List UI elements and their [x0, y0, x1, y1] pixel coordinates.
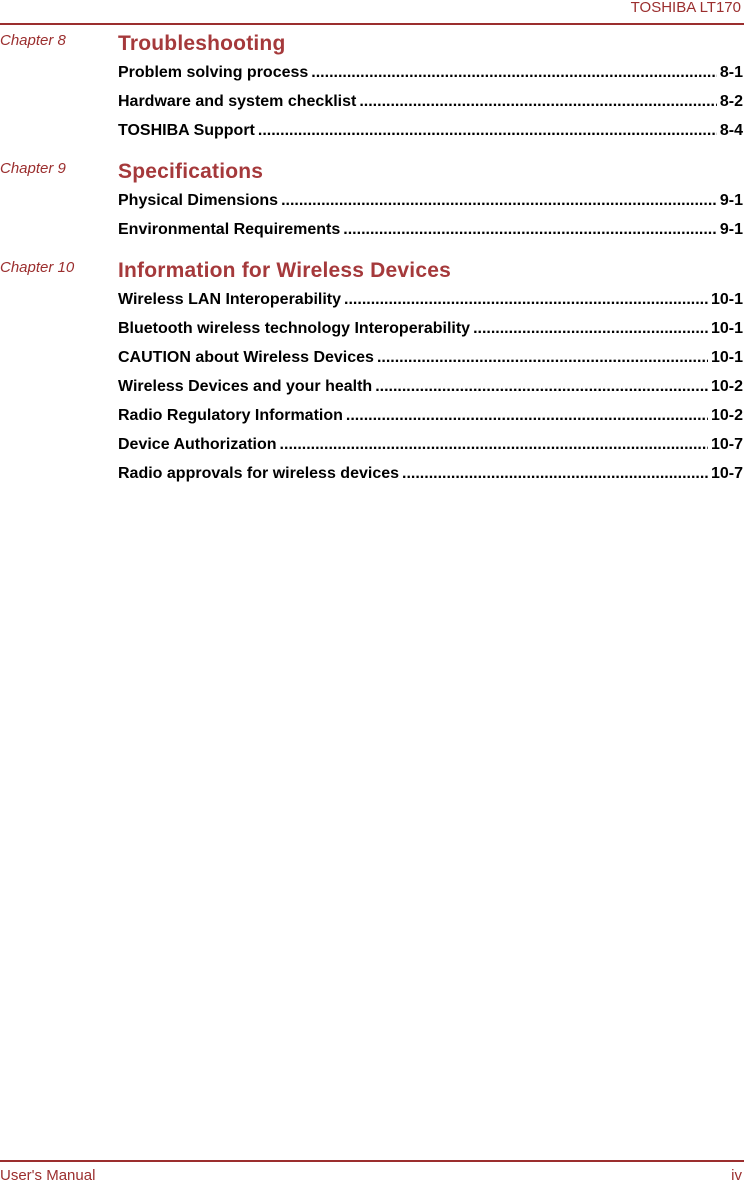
toc-entry[interactable]	[118, 122, 743, 151]
toc-entry-page: 9-1	[719, 221, 743, 238]
toc-entry-title: TOSHIBA Support	[118, 122, 255, 139]
toc-entry-page: 10-2	[710, 378, 743, 395]
toc-entry-title: Environmental Requirements	[118, 221, 341, 238]
toc-entry-title: Device Authorization	[118, 436, 277, 453]
toc-entry-title: Radio Regulatory Information	[118, 407, 343, 424]
chapter-title[interactable]: Information for Wireless Devices	[118, 259, 451, 282]
chapter-title[interactable]: Troubleshooting	[118, 32, 286, 55]
leader-dots	[402, 465, 708, 483]
leader-dots	[359, 93, 717, 111]
footer-page-number: iv	[731, 1167, 742, 1184]
leader-dots	[346, 407, 708, 425]
toc-entry-title: Hardware and system checklist	[118, 93, 357, 110]
toc-entries	[118, 64, 743, 151]
toc-entry-title: Radio approvals for wireless devices	[118, 465, 400, 482]
toc-entry[interactable]	[118, 320, 743, 349]
toc-entry-page: 9-1	[719, 192, 743, 209]
toc-entry[interactable]	[118, 436, 743, 465]
toc-entry-page: 10-1	[710, 320, 743, 337]
toc-entry[interactable]	[118, 221, 743, 250]
toc-entries	[118, 291, 743, 494]
chapter-label: Chapter 10	[0, 259, 75, 276]
toc-entry[interactable]	[118, 291, 743, 320]
header-rule	[0, 23, 744, 25]
chapter-label: Chapter 8	[0, 32, 66, 49]
chapter-title[interactable]: Specifications	[118, 160, 264, 183]
toc-entry-title: Physical Dimensions	[118, 192, 279, 209]
toc-entry-page: 10-7	[710, 436, 743, 453]
toc-entry-page: 10-1	[710, 349, 743, 366]
chapter-label: Chapter 9	[0, 160, 66, 177]
leader-dots	[344, 291, 708, 309]
toc-entry[interactable]	[118, 407, 743, 436]
leader-dots	[473, 320, 708, 338]
toc-entry-title: Wireless LAN Interoperability	[118, 291, 342, 308]
toc-entry-page: 10-2	[710, 407, 743, 424]
toc-entry-title: Problem solving process	[118, 64, 309, 81]
leader-dots	[281, 192, 717, 210]
footer-manual-title: User's Manual	[0, 1167, 96, 1184]
leader-dots	[258, 122, 717, 140]
leader-dots	[343, 221, 717, 239]
leader-dots	[377, 349, 708, 367]
toc-entry[interactable]	[118, 465, 743, 494]
toc-entry-page: 8-1	[719, 64, 743, 81]
toc-entry[interactable]	[118, 378, 743, 407]
leader-dots	[375, 378, 708, 396]
toc-entry-page: 10-1	[710, 291, 743, 308]
footer-rule	[0, 1160, 744, 1162]
toc-entry-page: 8-2	[719, 93, 743, 110]
toc-entry-title: Bluetooth wireless technology Interoperability	[118, 320, 471, 337]
toc-entry[interactable]	[118, 349, 743, 378]
leader-dots	[311, 64, 717, 82]
toc-entry[interactable]	[118, 64, 743, 93]
toc-entry-title: Wireless Devices and your health	[118, 378, 373, 395]
leader-dots	[280, 436, 708, 454]
toc-entries	[118, 192, 743, 250]
running-header-title: TOSHIBA LT170	[630, 0, 741, 16]
toc-entry-page: 10-7	[710, 465, 743, 482]
toc-entry[interactable]	[118, 93, 743, 122]
toc-entry-title: CAUTION about Wireless Devices	[118, 349, 374, 366]
toc-entry-page: 8-4	[719, 122, 743, 139]
toc-entry[interactable]	[118, 192, 743, 221]
